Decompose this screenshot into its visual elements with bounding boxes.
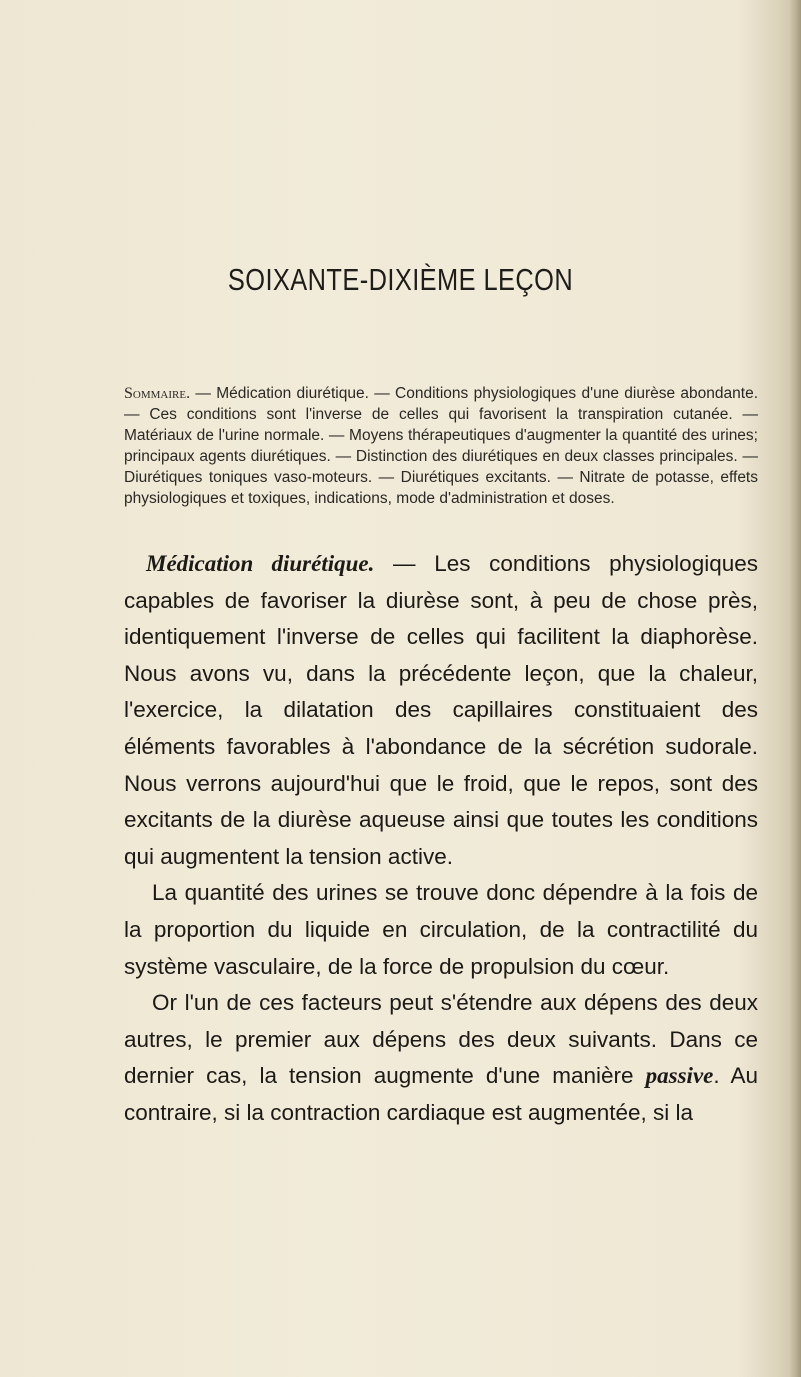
paragraph-3 bbox=[124, 985, 758, 1131]
summary-text: — Médication diurétique. — Conditions physiologiques d'une diurèse abondante. — Ces conditions sont l'inverse de celles qui favorisent la transpiration cutanée. — Matériaux de l'urine normale. — Moyens thérapeutiques d'augmenter la quantité des urines; principaux agents diurétiques. — Distinction des diurétiques en deux classes principales. — Diurétiques toniques vaso-moteurs. — Diurétiques excitants. — Nitrate de potasse, effets physiologiques et toxiques, indications, mode d'administration et doses. bbox=[124, 385, 758, 507]
paragraph-3-text-a: Or l'un de ces facteurs peut s'étendre aux dépens des deux autres, le premier aux dépens des deux suivants. Dans ce dernier cas, la tension augmente d'une manière bbox=[124, 990, 758, 1089]
paragraph-1-text: — Les conditions physiologiques capables de favoriser la diurèse sont, à peu de chose près, identiquement l'inverse de celles qui facilitent la diaphorèse. Nous avons vu, dans la précédente leçon, que la chaleur, l'exercice, la dilatation des capillaires constituaient des éléments favorables à l'abondance de la sécrétion sudorale. Nous verrons aujourd'hui que le froid, que le repos, sont des excitants de la diurèse aqueuse ainsi que toutes les conditions qui augmentent la tension active. bbox=[124, 551, 759, 869]
page-edge-shadow bbox=[789, 0, 801, 1377]
paragraph-1 bbox=[124, 546, 758, 875]
section-heading: Médication diurétique. bbox=[146, 551, 375, 576]
chapter-title: SOIXANTE-DIXIÈME LEÇON bbox=[227, 262, 574, 297]
emphasis-passive: passive bbox=[645, 1063, 714, 1089]
summary-label: Sommaire. bbox=[124, 385, 191, 402]
paragraph-3-text-b: . Au contraire, si la contraction cardiaque est augmentée, si la bbox=[124, 1063, 758, 1125]
chapter-summary bbox=[124, 383, 758, 509]
paragraph-2: La quantité des urines se trouve donc dépendre à la fois de la proportion du liquide en circulation, de la contractilité du système vasculaire, de la force de propulsion du cœur. bbox=[124, 880, 758, 979]
body-text bbox=[124, 546, 758, 1132]
